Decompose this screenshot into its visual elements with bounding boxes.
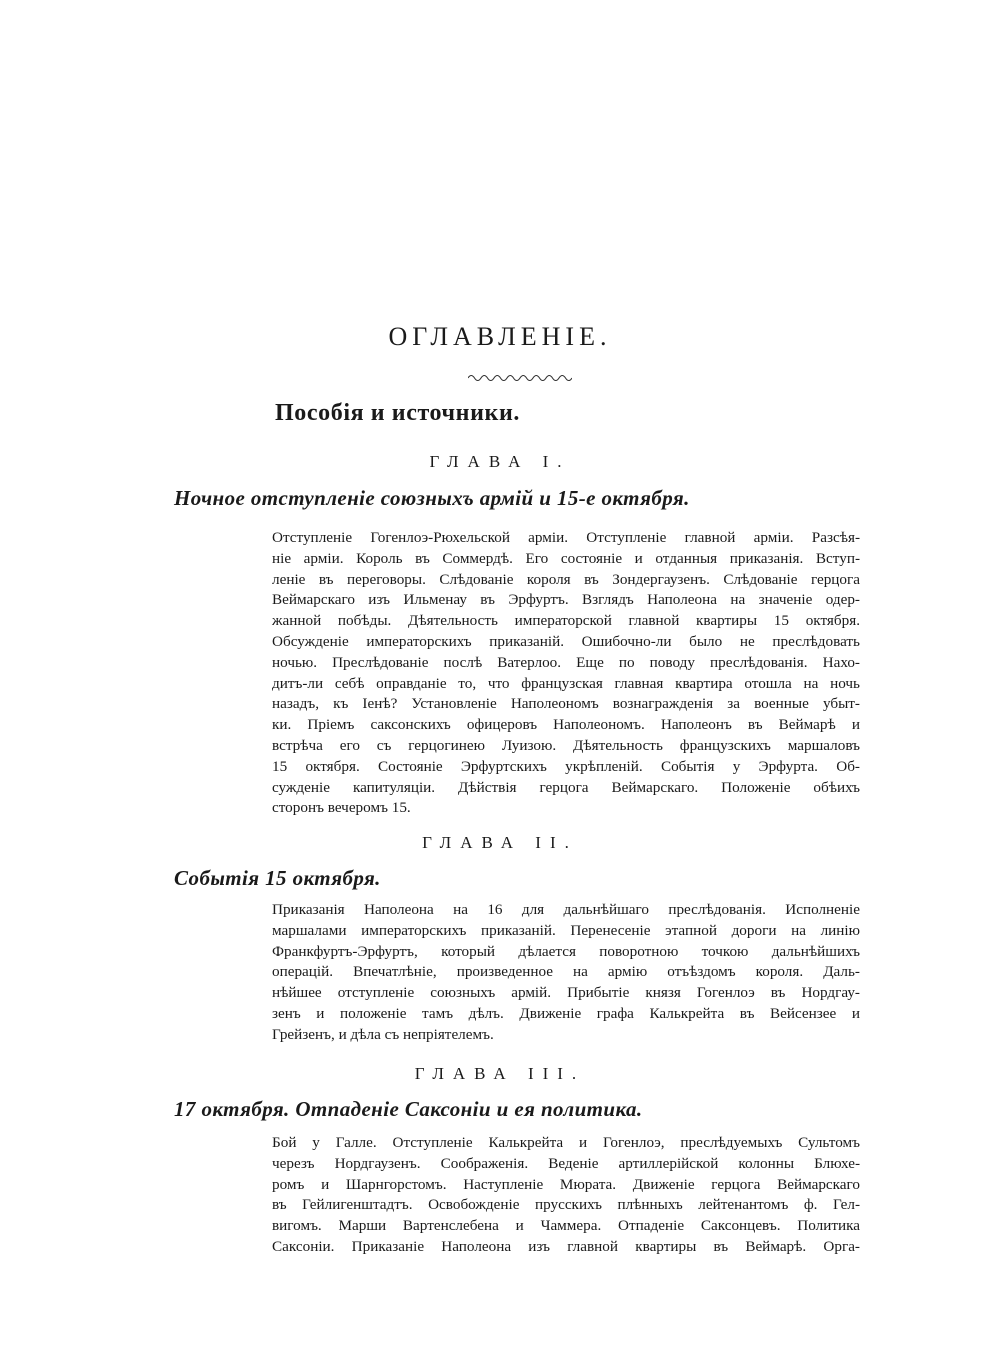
summary-line: ніе арміи. Король въ Соммердѣ. Его состояніе и отданныя приказанія. Вступ-: [272, 549, 860, 567]
summary-line: Отступленіе Гогенлоэ-Рюхельской арміи. Отступленіе главной арміи. Разсѣя-: [272, 529, 860, 546]
summary-line: операцій. Впечатлѣніе, произведенное на армію отъѣздомъ короля. Даль-: [272, 963, 860, 981]
summary-line: ночью. Преслѣдованіе послѣ Ватерлоо. Еще по поводу преслѣдованія. Нахо-: [272, 653, 860, 671]
summary-line: черезъ Нордгаузенъ. Соображенія. Веденіе артиллерійской колонны Блюхе-: [272, 1154, 860, 1172]
chapter-3-heading: ГЛАВА III.: [414, 1064, 586, 1083]
summary-line: маршалами императорскихъ приказаній. Перенесеніе этапной дороги на линію: [272, 921, 860, 939]
summary-line: 15 октября. Состояніе Эрфуртскихъ укрѣпленій. Событія у Эрфурта. Об-: [272, 757, 860, 775]
summary-line: встрѣча его съ герцогинею Луизою. Дѣятельность французскихъ маршаловъ: [272, 736, 860, 754]
summary-line: Грейзенъ, и дѣла съ непріятелемъ.: [272, 1025, 494, 1043]
summary-line: жанной побѣды. Дѣятельность императорской главной квартиры 15 октября.: [272, 612, 860, 630]
summary-line: ромъ и Шарнгорстомъ. Наступленіе Мюрата. Движеніе герцога Веймарскаго: [272, 1175, 860, 1193]
summary-line: нѣйшее отступленіе союзныхъ армій. Прибытіе князя Гогенлоэ въ Нордгау-: [272, 984, 860, 1002]
summary-line: назадъ, къ Іенѣ? Установленіе Наполеономъ вознагражденія за военные убыт-: [272, 695, 860, 713]
chapter-1-heading: ГЛАВА I.: [429, 452, 571, 471]
chapter-2-summary: [272, 900, 860, 1046]
decorative-rule: [468, 372, 572, 384]
summary-line: Франкфуртъ-Эрфуртъ, который дѣлается поворотною точкою дальнѣйшихъ: [272, 942, 860, 960]
summary-line: Веймарскаго изъ Ильменау въ Эрфуртъ. Взглядъ Наполеона на значеніе одер-: [272, 591, 860, 609]
summary-line: Обсужденіе императорскихъ приказаній. Ошибочно-ли было не преслѣдовать: [272, 632, 860, 650]
page-title: ОГЛАВЛЕНІЕ.: [388, 322, 612, 351]
summary-line: вигомъ. Марши Вартенслебена и Чаммера. Отпаденіе Саксонцевъ. Политика: [272, 1217, 860, 1235]
summary-line: Саксоніи. Приказаніе Наполеона изъ главной квартиры въ Веймарѣ. Орга-: [272, 1237, 860, 1255]
summary-line: дитъ-ли себѣ оправданіе то, что французская главная квартира отошла на ночь: [272, 674, 860, 692]
summary-line: Бой у Галле. Отступленіе Калькрейта и Гогенлоэ, преслѣдуемыхъ Сультомъ: [272, 1134, 860, 1151]
sources-heading: Пособія и источники.: [275, 400, 520, 426]
summary-line: Приказанія Наполеона на 16 для дальнѣйшаго преслѣдованія. Исполненіе: [272, 901, 860, 918]
summary-line: ки. Пріемъ саксонскихъ офицеровъ Наполеономъ. Наполеонъ въ Веймарѣ и: [272, 716, 860, 734]
chapter-1-summary: [272, 528, 860, 819]
chapter-3-summary: [272, 1133, 860, 1258]
chapter-1-subtitle: Ночное отступленіе союзныхъ армій и 15-е октября.: [174, 486, 690, 510]
summary-line: сторонъ вечеромъ 15.: [272, 799, 411, 817]
summary-line: леніе въ переговоры. Слѣдованіе короля въ Зондергаузенъ. Слѣдованіе герцога: [272, 570, 860, 588]
chapter-3-subtitle: 17 октября. Отпаденіе Саксоніи и ея политика.: [174, 1097, 643, 1121]
chapter-2-heading: ГЛАВА II.: [422, 833, 578, 852]
summary-line: зенъ и положеніе тамъ дѣлъ. Движеніе графа Калькрейта въ Вейсензее и: [272, 1004, 860, 1022]
summary-line: сужденіе капитуляціи. Дѣйствія герцога Веймарскаго. Положеніе обѣихъ: [272, 778, 860, 796]
chapter-2-subtitle: Событія 15 октября.: [174, 866, 381, 890]
summary-line: въ Гейлигенштадтъ. Освобожденіе прусскихъ плѣнныхъ лейтенантомъ ф. Гел-: [272, 1196, 860, 1214]
